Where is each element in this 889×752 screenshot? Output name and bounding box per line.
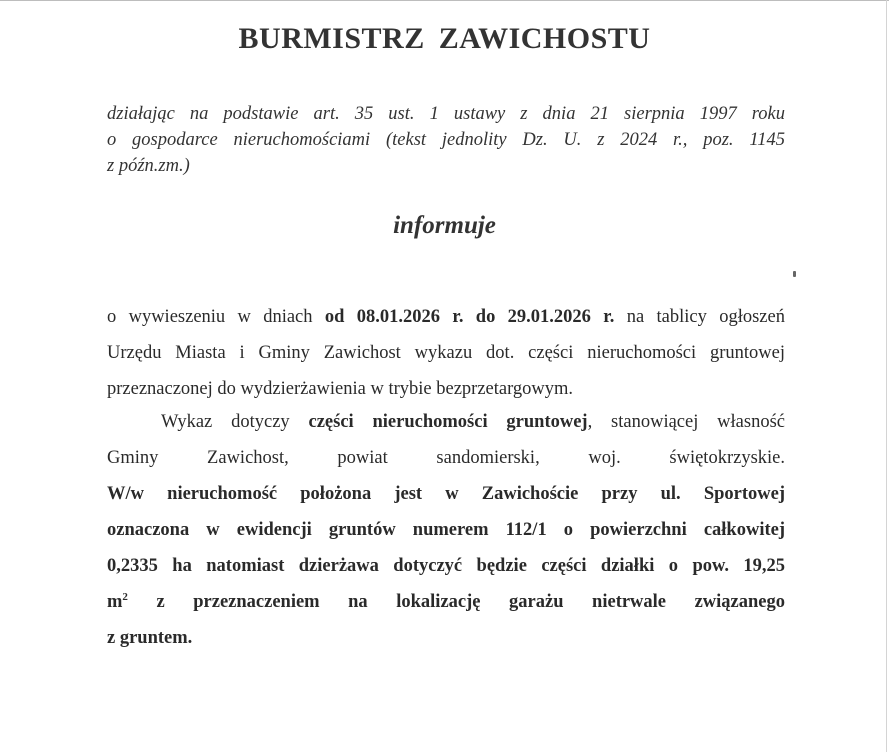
text: Wykaz dotyczy [161,412,309,432]
legal-basis-line: działając na podstawie art. 35 ust. 1 ustawy z dnia 21 sierpnia 1997 roku [107,104,785,124]
property-paragraph [107,404,785,656]
legal-basis [107,101,785,179]
text: , stanowiącej własność [587,412,785,432]
paragraph-line [107,299,785,335]
legal-basis-line: z późn.zm.) [107,156,190,176]
paragraph-line: 0,2335 ha natomiast dzierżawa dotyczyć będzie części działki o pow. 19,25 [107,556,785,576]
page-right-edge [886,0,887,752]
paragraph-line: Gminy Zawichost, powiat sandomierski, woj. świętokrzyskie. [107,448,785,468]
unit-superscript: 2 [122,591,128,603]
legal-basis-line: o gospodarce nieruchomościami (tekst jednolity Dz. U. z 2024 r., poz. 1145 [107,130,785,150]
announcement-paragraph [107,299,785,407]
paragraph-line [107,584,785,620]
paragraph-line: z gruntem. [107,628,193,648]
text: o wywieszeniu w dniach [107,307,325,327]
paragraph-line: W/w nieruchomość położona jest w Zawichoście przy ul. Sportowej [107,484,785,504]
paragraph-line: oznaczona w ewidencji gruntów numerem 112/1 o powierzchni całkowitej [107,520,785,540]
paragraph-line: przeznaczonej do wydzierżawienia w trybie bezprzetargowym. [107,379,574,399]
posting-dates: od 08.01.2026 r. do 29.01.2026 r. [324,307,615,327]
scan-speck [793,271,796,277]
property-type: części nieruchomości gruntowej [308,412,588,432]
unit: m [107,592,123,612]
informs-heading: informuje [393,212,496,239]
paragraph-line: Urzędu Miasta i Gminy Zawichost wykazu dot. części nieruchomości gruntowej [107,343,785,363]
text: na tablicy ogłoszeń [614,307,785,327]
document-title: BURMISTRZ ZAWICHOSTU [238,22,651,55]
paragraph-line [107,404,785,440]
text: z przeznaczeniem na lokalizację garażu nietrwale związanego [127,592,785,612]
page-top-edge [0,0,889,1]
